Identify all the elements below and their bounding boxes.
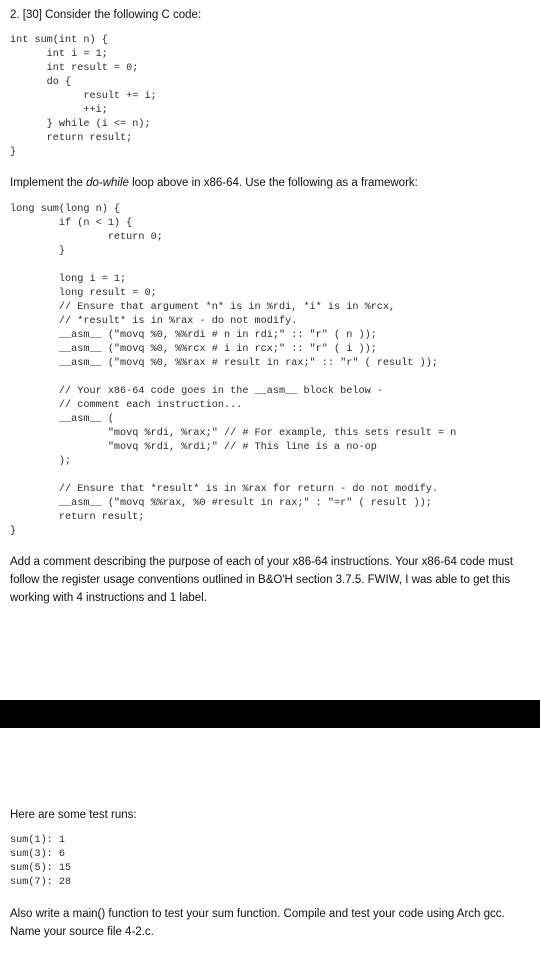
framework-code-line: // Ensure that *result* is in %rax for return - do not modify. — [10, 484, 438, 495]
framework-code-line — [10, 469, 535, 483]
test-run-line: sum(7): 28 — [10, 877, 72, 888]
c-code-line: int result = 0; — [10, 63, 139, 74]
framework-code-line: __asm__ ( — [10, 414, 114, 425]
instruction-before: Implement the — [10, 177, 87, 189]
framework-code-line: __asm__ ("movq %0, %%rdi # n in rdi;" :: "r" ( n )); — [10, 330, 377, 341]
framework-code-line: if (n < 1) { — [10, 218, 133, 229]
comment-instruction: Add a comment describing the purpose of each of your x86-64 instructions. Your x86-64 code must follow the register usage conventions outlined in B&O'H section 3.7.5. FWIW, I was able to get this working with 4 instructions and 1 label. — [10, 556, 514, 604]
c-code-block — [10, 34, 535, 160]
test-run-line: sum(3): 6 — [10, 849, 66, 860]
framework-code-line: // *result* is in %rax - do not modify. — [10, 316, 298, 327]
instruction-emphasis: do-while — [86, 177, 129, 189]
framework-code-line: __asm__ ("movq %0, %%rcx # i in rcx;" :: "r" ( i )); — [10, 344, 377, 355]
test-runs-heading: Here are some test runs: — [10, 809, 137, 821]
framework-code-line: long i = 1; — [10, 274, 127, 285]
framework-code-line: } — [10, 246, 66, 257]
instruction-paragraph — [10, 174, 530, 192]
c-code-line: return result; — [10, 133, 133, 144]
c-code-line: result += i; — [10, 91, 157, 102]
framework-code-line — [10, 371, 535, 385]
c-code-line: } while (i <= n); — [10, 119, 151, 130]
framework-code-line — [10, 259, 535, 273]
page-separator-band — [0, 700, 540, 728]
framework-code-block — [10, 203, 535, 539]
framework-code-line: long sum(long n) { — [10, 204, 121, 215]
framework-code-line: "movq %rdi, %rdi;" // # This line is a no-op — [10, 442, 377, 453]
framework-code-line: __asm__ ("movq %%rax, %0 #result in rax;" : "=r" ( result )); — [10, 498, 432, 509]
c-code-line: int i = 1; — [10, 49, 108, 60]
test-run-line: sum(1): 1 — [10, 835, 66, 846]
framework-code-line: return result; — [10, 512, 145, 523]
framework-code-line: ); — [10, 456, 72, 467]
test-run-line: sum(5): 15 — [10, 863, 72, 874]
c-code-line: do { — [10, 77, 72, 88]
framework-code-line: __asm__ ("movq %0, %%rax # result in rax;" :: "r" ( result )); — [10, 358, 438, 369]
c-code-line: } — [10, 147, 17, 158]
c-code-line: int sum(int n) { — [10, 35, 108, 46]
framework-code-line: return 0; — [10, 232, 163, 243]
question-heading: 2. [30] Consider the following C code: — [10, 9, 202, 21]
c-code-line: ++i; — [10, 105, 108, 116]
instruction-after: loop above in x86-64. Use the following as a framework: — [128, 177, 418, 189]
test-runs-block — [10, 834, 535, 890]
framework-code-line: "movq %rdi, %rax;" // # For example, this sets result = n — [10, 428, 457, 439]
framework-code-line: } — [10, 526, 17, 537]
framework-code-line: // Ensure that argument *n* is in %rdi, *i* is in %rcx, — [10, 302, 396, 313]
framework-code-line: // comment each instruction... — [10, 400, 243, 411]
main-instruction: Also write a main() function to test your sum function. Compile and test your code using Arch gcc. Name your source file 4-2.c. — [10, 908, 505, 938]
framework-code-line: long result = 0; — [10, 288, 157, 299]
framework-code-line: // Your x86-64 code goes in the __asm__ block below - — [10, 386, 383, 397]
